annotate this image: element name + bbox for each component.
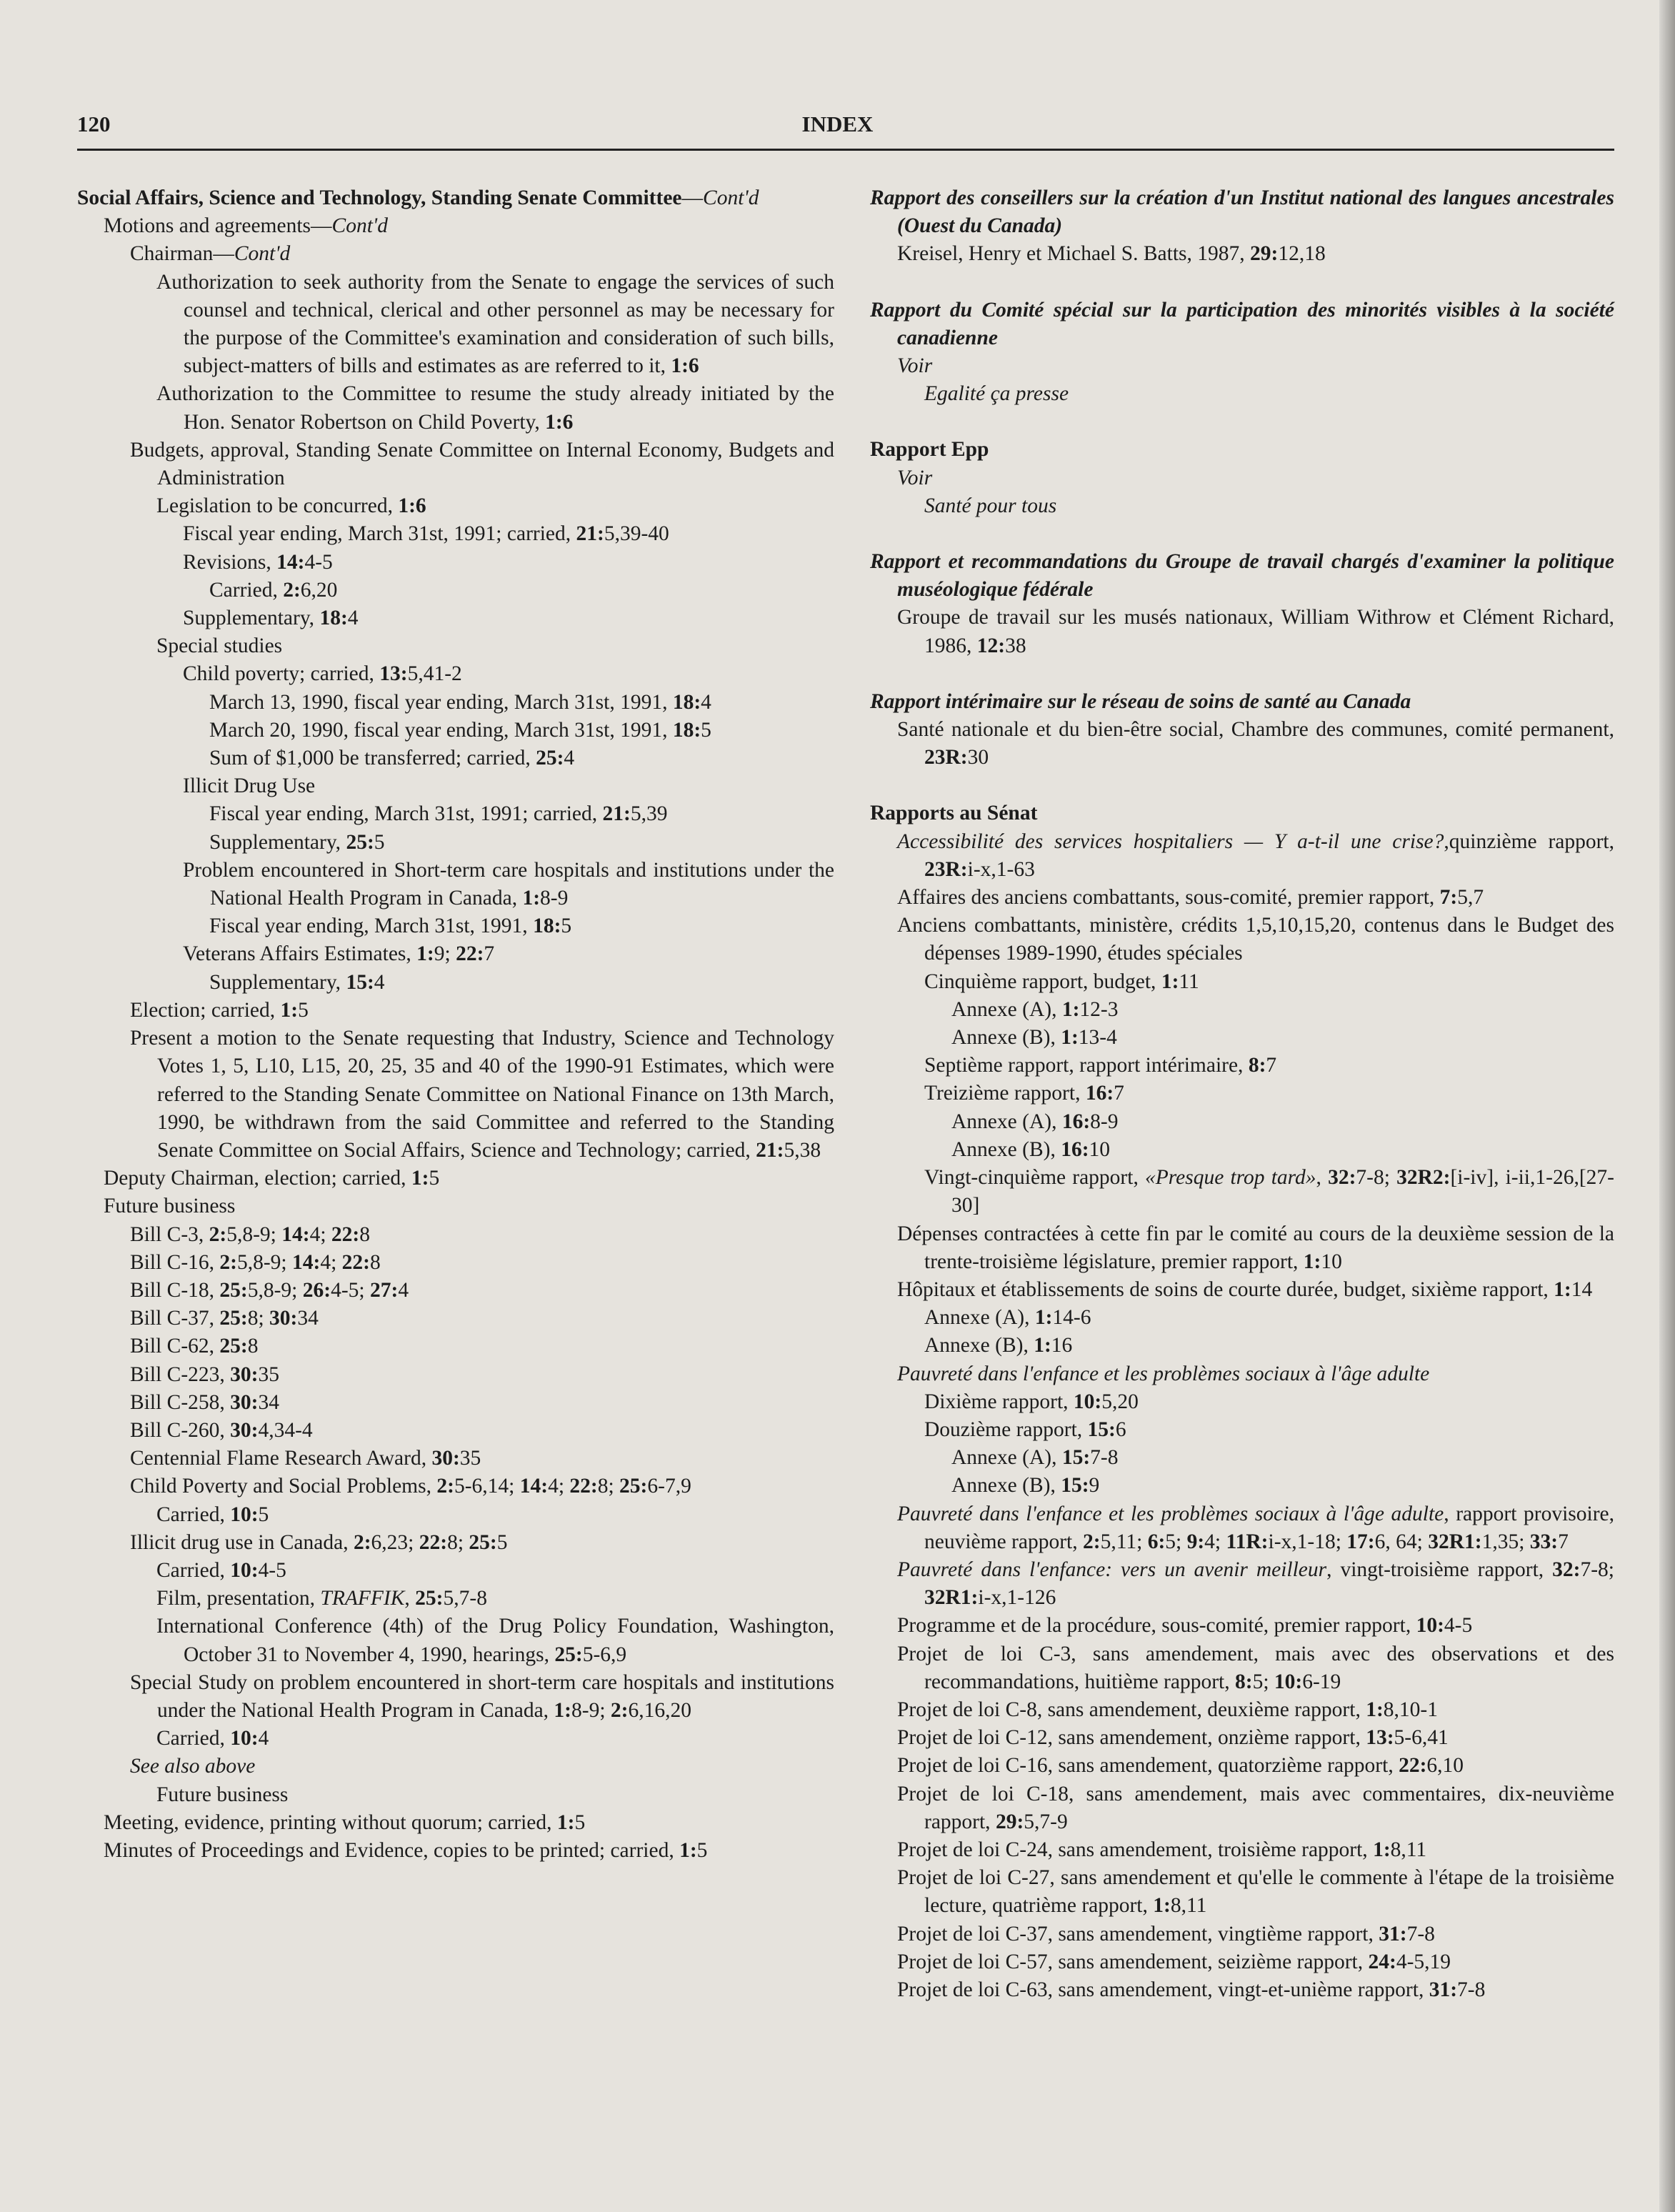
index-entry: Santé pour tous bbox=[924, 494, 1057, 517]
index-entry: March 13, 1990, fiscal year ending, March 31st, 1991, 18:4 bbox=[209, 690, 711, 714]
index-entry: Projet de loi C-63, sans amendement, vingt-et-unième rapport, 31:7-8 bbox=[897, 1978, 1486, 2001]
index-entry: Groupe de travail sur les musés nationaux, William Withrow et Clément Richard, 1986, 12:38 bbox=[897, 606, 1614, 657]
index-entry: Voir bbox=[897, 466, 933, 489]
index-entry: Projet de loi C-8, sans amendement, deuxième rapport, 1:8,10-1 bbox=[897, 1698, 1438, 1721]
index-entry: Sum of $1,000 be transferred; carried, 25:4 bbox=[209, 747, 575, 770]
index-entry: Rapport intérimaire sur le réseau de soins de santé au Canada bbox=[870, 689, 1411, 713]
index-entry: Bill C-62, 25:8 bbox=[130, 1335, 259, 1358]
index-entry: Present a motion to the Senate requesting that Industry, Science and Technology Votes 1, 5, L10, L15, 20, 25, 35 and 40 of the 1990-91 Estimates, which were referred to the Standing Senate Committee on National Finance on 13th March, 1990, be withdrawn from the said Committee and referred to the Standing Senate Committee on Social Affairs, Science and Technology; carried, 21:5,38 bbox=[130, 1027, 834, 1162]
entry-spacer bbox=[870, 520, 1614, 548]
index-entry: Bill C-260, 30:4,34-4 bbox=[130, 1418, 313, 1442]
index-entry: Fiscal year ending, March 31st, 1991; carried, 21:5,39 bbox=[209, 802, 668, 826]
index-entry: See also above bbox=[130, 1755, 256, 1778]
index-entry: Bill C-18, 25:5,8-9; 26:4-5; 27:4 bbox=[130, 1278, 409, 1302]
index-entry: Election; carried, 1:5 bbox=[130, 998, 309, 1022]
index-entry: Projet de loi C-18, sans amendement, mais avec commentaires, dix-neuvième rapport, 29:5,7-9 bbox=[897, 1782, 1614, 1833]
index-entry: Chairman—Cont'd bbox=[130, 242, 291, 266]
index-entry: Bill C-223, 30:35 bbox=[130, 1362, 279, 1386]
index-entry: Voir bbox=[897, 354, 933, 378]
index-entry: Bill C-258, 30:34 bbox=[130, 1390, 279, 1414]
index-entry: Bill C-3, 2:5,8-9; 14:4; 22:8 bbox=[130, 1222, 370, 1246]
index-entry: Affaires des anciens combattants, sous-comité, premier rapport, 7:5,7 bbox=[897, 886, 1484, 910]
index-entry: Accessibilité des services hospitaliers — Y a-t-il une crise?,quinzième rapport, 23R:i-x,1-63 bbox=[897, 830, 1615, 881]
index-entry: Special Study on problem encountered in short-term care hospitals and institutions under the National Health Program in Canada, 1:8-9; 2:6,16,20 bbox=[130, 1670, 834, 1722]
index-entry: Projet de loi C-3, sans amendement, mais avec des observations et des recommandations, huitième rapport, 8:5; 10:6-19 bbox=[897, 1642, 1614, 1693]
index-entry: Problem encountered in Short-term care hospitals and institutions under the National Health Program in Canada, 1:8-9 bbox=[183, 858, 834, 910]
index-entry: Supplementary, 25:5 bbox=[209, 830, 385, 854]
entry-spacer bbox=[870, 772, 1614, 799]
index-entry: Projet de loi C-57, sans amendement, seizième rapport, 24:4-5,19 bbox=[897, 1950, 1451, 1973]
page-edge-shadow bbox=[1659, 0, 1675, 2212]
index-entry: Projet de loi C-27, sans amendement et qu'elle le commente à l'étape de la troisième lecture, quatrième rapport, 1:8,11 bbox=[897, 1866, 1614, 1918]
index-entry: Supplementary, 18:4 bbox=[183, 607, 359, 630]
index-entry: Projet de loi C-24, sans amendement, troisième rapport, 1:8,11 bbox=[897, 1838, 1427, 1861]
index-entry: Revisions, 14:4-5 bbox=[183, 550, 333, 574]
index-entry: Annexe (A), 16:8-9 bbox=[951, 1110, 1119, 1133]
index-entry: Rapport du Comité spécial sur la participation des minorités visibles à la société canadienne bbox=[870, 298, 1614, 349]
page-number: 120 bbox=[77, 111, 111, 136]
entry-spacer bbox=[870, 660, 1614, 688]
index-column-right bbox=[870, 184, 1614, 2004]
index-entry: Veterans Affairs Estimates, 1:9; 22:7 bbox=[183, 942, 495, 966]
header-rule bbox=[77, 149, 1614, 151]
index-entry: Annexe (B), 1:13-4 bbox=[951, 1026, 1117, 1050]
index-entry: Rapports au Sénat bbox=[870, 802, 1038, 825]
index-entry: Budgets, approval, Standing Senate Committee on Internal Economy, Budgets and Administration bbox=[130, 438, 834, 490]
index-entry: Film, presentation, TRAFFIK, 25:5,7-8 bbox=[156, 1587, 487, 1610]
index-entry: Carried, 2:6,20 bbox=[209, 578, 338, 602]
index-entry: Projet de loi C-16, sans amendement, quatorzième rapport, 22:6,10 bbox=[897, 1754, 1464, 1778]
index-entry: Vingt-cinquième rapport, «Presque trop tard», 32:7-8; 32R2:[i-iv], i-ii,1-26,[27-30] bbox=[924, 1166, 1614, 1217]
index-entry: Douzième rapport, 15:6 bbox=[924, 1418, 1126, 1441]
index-entry: Annexe (B), 1:16 bbox=[924, 1334, 1073, 1357]
index-entry: Rapport Epp bbox=[870, 438, 989, 462]
index-entry: Deputy Chairman, election; carried, 1:5 bbox=[104, 1167, 440, 1190]
index-entry: Santé nationale et du bien-être social, Chambre des communes, comité permanent, 23R:30 bbox=[897, 718, 1614, 769]
index-entry: Cinquième rapport, budget, 1:11 bbox=[924, 970, 1199, 993]
index-entry: Meeting, evidence, printing without quorum; carried, 1:5 bbox=[104, 1810, 586, 1834]
index-entry: Child Poverty and Social Problems, 2:5-6,14; 14:4; 22:8; 25:6-7,9 bbox=[130, 1475, 691, 1498]
index-entry: Annexe (B), 15:9 bbox=[951, 1474, 1100, 1498]
index-entry: Centennial Flame Research Award, 30:35 bbox=[130, 1447, 481, 1470]
index-entry: Fiscal year ending, March 31st, 1991, 18:5 bbox=[209, 915, 572, 938]
index-entry: Bill C-37, 25:8; 30:34 bbox=[130, 1307, 319, 1330]
index-entry: Hôpitaux et établissements de soins de courte durée, budget, sixième rapport, 1:14 bbox=[897, 1277, 1593, 1301]
running-header: INDEX bbox=[801, 111, 874, 136]
index-entry: Illicit Drug Use bbox=[183, 774, 316, 798]
index-entry: Carried, 10:4-5 bbox=[156, 1558, 286, 1582]
index-entry: Dixième rapport, 10:5,20 bbox=[924, 1390, 1139, 1413]
index-entry: Rapport et recommandations du Groupe de travail chargés d'examiner la politique muséologique fédérale bbox=[870, 550, 1614, 602]
index-entry: Programme et de la procédure, sous-comité, premier rapport, 10:4-5 bbox=[897, 1614, 1473, 1638]
index-entry: Fiscal year ending, March 31st, 1991; carried, 21:5,39-40 bbox=[183, 522, 669, 546]
index-entry: Annexe (A), 15:7-8 bbox=[951, 1446, 1119, 1470]
index-entry: Future business bbox=[156, 1783, 289, 1806]
index-entry: Kreisel, Henry et Michael S. Batts, 1987, 29:12,18 bbox=[897, 242, 1326, 266]
index-entry: Authorization to seek authority from the Senate to engage the services of such counsel and technical, clerical and other personnel as may be necessary for the purpose of the Committee's examination and consideration of such bills, subject-matters of bills and estimates as are referred to it, 1:6 bbox=[156, 270, 834, 378]
index-entry: Anciens combattants, ministère, crédits 1,5,10,15,20, contenus dans le Budget des dépenses 1989-1990, études spéciales bbox=[897, 914, 1614, 965]
index-entry: Supplementary, 15:4 bbox=[209, 970, 385, 994]
index-entry: Minutes of Proceedings and Evidence, copies to be printed; carried, 1:5 bbox=[104, 1838, 708, 1862]
index-entry: Social Affairs, Science and Technology, Standing Senate Committee—Cont'd bbox=[77, 186, 759, 209]
index-entry: Annexe (A), 1:12-3 bbox=[951, 997, 1119, 1021]
index-entry: Illicit drug use in Canada, 2:6,23; 22:8; 25:5 bbox=[130, 1530, 508, 1554]
entry-spacer bbox=[870, 269, 1614, 297]
index-column-left bbox=[77, 184, 834, 1865]
index-entry: Child poverty; carried, 13:5,41-2 bbox=[183, 662, 462, 686]
index-entry: Egalité ça presse bbox=[924, 382, 1069, 406]
index-entry: Pauvreté dans l'enfance et les problèmes sociaux à l'âge adulte, rapport provisoire, neuvième rapport, 2:5,11; 6:5; 9:4; 11R:i-x,1-18; 17:6, 64; 32R1:1,35; 33:7 bbox=[897, 1502, 1614, 1553]
index-entry: Special studies bbox=[156, 634, 283, 658]
index-entry: Septième rapport, rapport intérimaire, 8:7 bbox=[924, 1054, 1277, 1077]
index-entry: March 20, 1990, fiscal year ending, March 31st, 1991, 18:5 bbox=[209, 718, 711, 742]
index-entry: Annexe (B), 16:10 bbox=[951, 1137, 1111, 1161]
index-entry: Projet de loi C-12, sans amendement, onzième rapport, 13:5-6,41 bbox=[897, 1726, 1449, 1750]
index-entry: Carried, 10:5 bbox=[156, 1503, 269, 1526]
index-entry: Carried, 10:4 bbox=[156, 1727, 269, 1750]
entry-spacer bbox=[870, 408, 1614, 436]
index-entry: Motions and agreements—Cont'd bbox=[104, 214, 388, 238]
index-entry: Dépenses contractées à cette fin par le comité au cours de la deuxième session de la trente-troisième législature, premier rapport, 1:10 bbox=[897, 1222, 1614, 1273]
index-entry: Bill C-16, 2:5,8-9; 14:4; 22:8 bbox=[130, 1250, 381, 1274]
index-entry: Treizième rapport, 16:7 bbox=[924, 1082, 1124, 1105]
index-entry: Legislation to be concurred, 1:6 bbox=[156, 494, 426, 518]
index-entry: Future business bbox=[104, 1195, 236, 1218]
index-entry: International Conference (4th) of the Drug Policy Foundation, Washington, October 31 to November 4, 1990, hearings, 25:5-6,9 bbox=[156, 1615, 834, 1666]
index-entry: Projet de loi C-37, sans amendement, vingtième rapport, 31:7-8 bbox=[897, 1922, 1435, 1946]
index-entry: Rapport des conseillers sur la création d'un Institut national des langues ancestrales (Ouest du Canada) bbox=[870, 186, 1614, 238]
index-entry: Pauvreté dans l'enfance: vers un avenir meilleur, vingt-troisième rapport, 32:7-8; 32R1:i-x,1-126 bbox=[897, 1558, 1614, 1610]
index-entry: Authorization to the Committee to resume the study already initiated by the Hon. Senator Robertson on Child Poverty, 1:6 bbox=[156, 382, 834, 434]
index-entry: Pauvreté dans l'enfance et les problèmes sociaux à l'âge adulte bbox=[897, 1362, 1430, 1385]
index-entry: Annexe (A), 1:14-6 bbox=[924, 1306, 1091, 1330]
